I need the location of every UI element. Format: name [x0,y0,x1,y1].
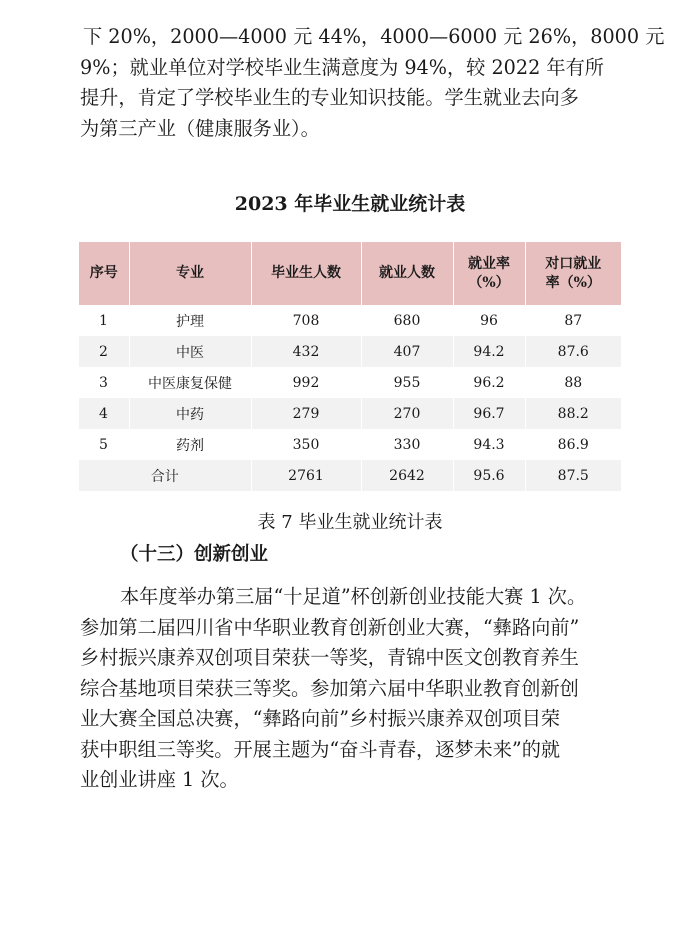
body-line: 获中职组三等奖。开展主题为“奋斗青春，逐梦未来”的就 [80,737,561,761]
table-total-row [79,460,621,491]
intro-paragraph [80,22,665,144]
header-cell: 就业人数 [361,242,453,305]
table-cell: 1 [79,305,129,336]
body-line: 乡村振兴康养双创项目荣获一等奖，青锦中医文创教育养生 [80,646,579,669]
table-cell: 86.9 [525,429,621,460]
table-cell: 药剂 [129,429,251,460]
table-cell: 279 [251,398,361,429]
table-cell: 96 [453,305,525,336]
table-cell: 中医 [129,336,251,367]
body-line: 本年度举办第三届“十足道”杯创新创业技能大赛 1 次。 [120,585,587,608]
table-cell: 94.2 [453,336,525,367]
header-cell: 毕业生人数 [251,242,361,305]
table-row [79,429,621,460]
table-cell: 2 [79,336,129,367]
table-cell: 合计 [79,460,251,491]
table-caption: 表 7 毕业生就业统计表 [257,512,443,533]
table-row [79,367,621,398]
table-cell: 95.6 [453,460,525,491]
header-cell: 对口就业 率（%） [525,242,621,305]
table-cell: 87.5 [525,460,621,491]
header-cell: 就业率 （%） [453,242,525,305]
table-cell: 护理 [129,305,251,336]
table-cell: 87.6 [525,336,621,367]
table-row [79,336,621,367]
body-line: 参加第二届四川省中华职业教育创新创业大赛，“彝路向前” [80,615,580,639]
table-cell: 4 [79,398,129,429]
table-cell: 96.7 [453,398,525,429]
table-cell: 330 [361,429,453,460]
body-line: 业大赛全国总决赛，“彝路向前”乡村振兴康养双创项目荣 [80,707,561,730]
table-cell: 407 [361,336,453,367]
table-cell: 270 [361,398,453,429]
table-cell: 87 [525,305,621,336]
intro-line: 下 20%，2000—4000 元 44%，4000—6000 元 26%，8000 元 [83,25,665,48]
table-cell: 88 [525,367,621,398]
table-cell: 2642 [361,460,453,491]
table-cell: 955 [361,367,453,398]
table-title: 2023 年毕业生就业统计表 [234,193,466,215]
table-cell: 94.3 [453,429,525,460]
table-row [79,305,621,336]
employment-stats-table [79,242,621,491]
body-line: 综合基地项目荣获三等奖。参加第六届中华职业教育创新创 [80,676,579,700]
header-cell: 专业 [129,242,251,305]
table-cell: 中医康复保健 [129,367,251,398]
table-cell: 708 [251,305,361,336]
section-heading: （十三）创新创业 [120,544,269,565]
body-line: 业创业讲座 1 次。 [80,768,239,791]
intro-line: 9%；就业单位对学校毕业生满意度为 94%，较 2022 年有所 [80,55,604,79]
table-cell: 5 [79,429,129,460]
table-header-row [79,242,621,305]
table-cell: 2761 [251,460,361,491]
intro-line: 为第三产业（健康服务业）。 [80,116,320,140]
table-cell: 88.2 [525,398,621,429]
table-cell: 680 [361,305,453,336]
body-paragraph [80,582,624,796]
table-cell: 432 [251,336,361,367]
header-cell: 序号 [79,242,129,305]
intro-line: 提升，肯定了学校毕业生的专业知识技能。学生就业去向多 [80,86,579,109]
table-cell: 3 [79,367,129,398]
table-row [79,398,621,429]
table-cell: 992 [251,367,361,398]
table-cell: 中药 [129,398,251,429]
table-cell: 350 [251,429,361,460]
table-cell: 96.2 [453,367,525,398]
